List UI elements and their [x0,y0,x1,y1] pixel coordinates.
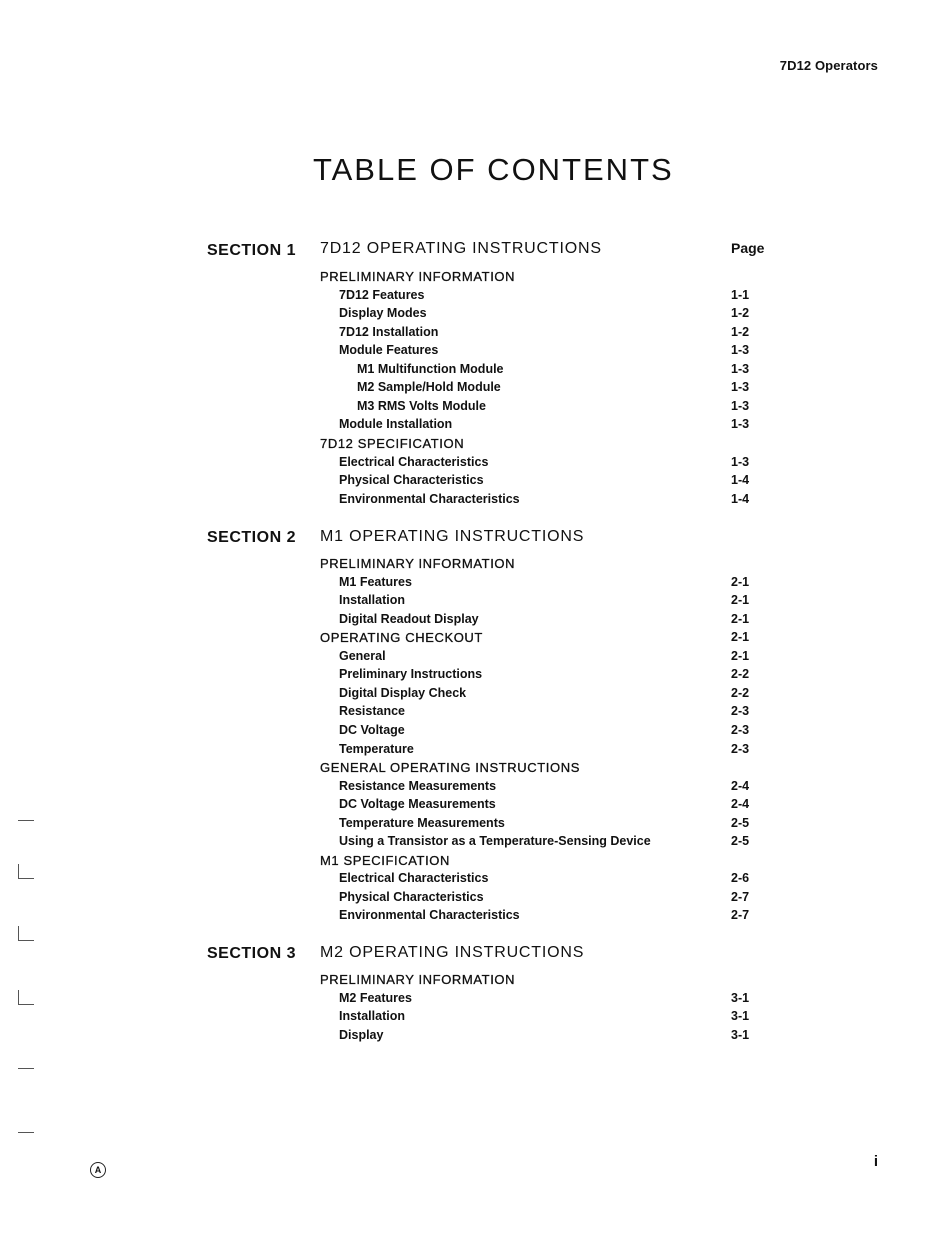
toc-entry-title: 7D12 Features [339,287,425,302]
toc-entry-title: Digital Readout Display [339,611,479,626]
toc-entry [0,306,950,324]
toc-entry [0,362,950,380]
toc-entry-title: Physical Characteristics [339,889,484,904]
toc-entry-page: 2-3 [731,704,750,719]
toc-entry [0,760,950,778]
toc-entry [0,991,950,1009]
toc-entry-page: 1-2 [731,324,750,339]
toc-entry-page: 2-7 [731,889,750,904]
toc-entry [0,556,950,574]
toc-entry-page: 1-3 [731,380,750,395]
toc-entry [0,612,950,630]
section-title: 7D12 OPERATING INSTRUCTIONS [320,240,602,257]
toc-entry-title: Environmental Characteristics [339,491,520,506]
toc-entry-page: 2-7 [731,908,750,923]
toc-entry [0,343,950,361]
toc-entry-title: M1 Multifunction Module [357,361,504,376]
toc-entry [0,834,950,852]
toc-entry-page: 3-1 [731,1009,750,1024]
toc-entry [0,686,950,704]
section-title: M1 OPERATING INSTRUCTIONS [320,528,585,545]
toc-entry-page: 2-1 [731,611,750,626]
toc-entry-title: Environmental Characteristics [339,908,520,923]
toc-entry-title: Temperature Measurements [339,815,505,830]
toc-entry [0,492,950,510]
toc-entry-page: 1-3 [731,343,750,358]
toc-entry-page: 2-2 [731,667,750,682]
page-column-header: Page [731,240,765,256]
toc-entry-title: General [339,648,386,663]
toc-entry [0,649,950,667]
toc-entry-title: Module Installation [339,417,453,432]
toc-subsection-heading: M1 SPECIFICATION [320,852,450,868]
toc-entry-title: M2 Sample/Hold Module [357,380,501,395]
toc-entry [0,436,950,454]
toc-entry-title: M3 RMS Volts Module [357,398,486,413]
toc-entry [0,288,950,306]
toc-entry-page: 2-1 [731,574,750,589]
toc-entry-page: 2-1 [731,593,750,608]
toc-entry [0,871,950,889]
toc-entry-page: 1-3 [731,361,750,376]
toc-entry [0,723,950,741]
toc-entry-title: Module Features [339,343,439,358]
toc-entry [0,908,950,926]
toc-entry [0,972,950,990]
section-label: SECTION 3 [207,945,296,962]
toc-entry-title: Resistance [339,704,406,719]
toc-entry-title: Resistance Measurements [339,778,497,793]
toc-entry-title: M1 Features [339,574,412,589]
toc-entry-title: Using a Transistor as a Temperature-Sensing Device [339,834,651,849]
toc-entry [0,269,950,287]
toc-entry [0,399,950,417]
toc-subsection-heading: 7D12 SPECIFICATION [320,435,465,451]
toc-entry-page: 3-1 [731,990,750,1005]
toc-entry [0,380,950,398]
toc-entry-title: Temperature [339,741,414,756]
toc-entry [0,630,950,648]
toc-entry [0,816,950,834]
toc-entry [0,455,950,473]
toc-entry-title: Installation [339,593,405,608]
toc-entry-page: 2-1 [731,630,750,645]
toc-entry-title: Display [339,1027,384,1042]
section-title: M2 OPERATING INSTRUCTIONS [320,944,585,961]
toc-entry-title: Digital Display Check [339,685,467,700]
toc-entry-page: 1-4 [731,473,750,488]
toc-entry [0,473,950,491]
toc-entry-title: DC Voltage [339,722,405,737]
document-running-header: 7D12 Operators [779,58,878,73]
toc-entry-page: 2-3 [731,722,750,737]
toc-entry-page: 2-5 [731,834,750,849]
toc-entry-page: 1-4 [731,491,750,506]
section-label: SECTION 1 [207,242,296,259]
toc-entry [0,890,950,908]
section-label: SECTION 2 [207,529,296,546]
toc-entry-title: Installation [339,1009,405,1024]
toc-entry-page: 2-2 [731,685,750,700]
toc-entry-page: 3-1 [731,1027,750,1042]
toc-entry [0,742,950,760]
toc-entry-page: 2-4 [731,778,750,793]
toc-entry-page: 2-6 [731,871,750,886]
toc-subsection-heading: PRELIMINARY INFORMATION [320,269,516,284]
toc-entry-page: 2-1 [731,648,750,663]
toc-entry-title: 7D12 Installation [339,324,439,339]
toc-entry [0,417,950,435]
margin-scan-marks [18,740,38,1160]
page-title: TABLE OF CONTENTS [313,152,674,187]
toc-entry-page: 1-3 [731,417,750,432]
toc-entry-title: Physical Characteristics [339,473,484,488]
toc-entry-title: M2 Features [339,990,412,1005]
toc-subsection-heading: OPERATING CHECKOUT [320,630,483,646]
toc-entry-page: 2-5 [731,815,750,830]
toc-entry-page: 1-3 [731,454,750,469]
toc-entry-title: Display Modes [339,306,427,321]
toc-subsection-heading: PRELIMINARY INFORMATION [320,556,516,571]
toc-entry [0,797,950,815]
toc-entry-page: 2-3 [731,741,750,756]
toc-entry [0,325,950,343]
page-number: i [873,1153,878,1170]
toc-entry-title: Electrical Characteristics [339,454,489,469]
publisher-mark-icon: A [90,1162,106,1178]
toc-entry [0,779,950,797]
toc-entry-page: 1-3 [731,398,750,413]
toc-subsection-heading: GENERAL OPERATING INSTRUCTIONS [320,760,580,776]
toc-subsection-heading: PRELIMINARY INFORMATION [320,972,516,987]
toc-entry-title: Preliminary Instructions [339,667,483,682]
toc-entry [0,1028,950,1046]
toc-entry [0,704,950,722]
toc-entry-title: Electrical Characteristics [339,871,489,886]
toc-entry-title: DC Voltage Measurements [339,797,496,812]
toc-entry-page: 1-2 [731,306,750,321]
toc-entry [0,853,950,871]
toc-entry-page: 1-1 [731,287,750,302]
toc-entry [0,1009,950,1027]
toc-entry [0,593,950,611]
toc-entry [0,667,950,685]
toc-entry-page: 2-4 [731,797,750,812]
toc-entry [0,575,950,593]
